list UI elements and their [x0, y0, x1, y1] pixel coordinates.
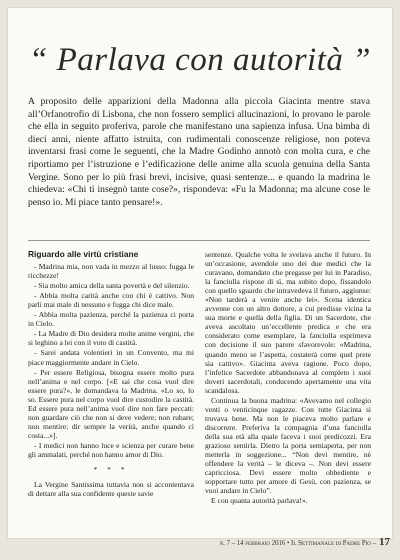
article-title: “ Parlava con autorità ”	[28, 42, 372, 78]
saying-paragraph: - La Madre di Dio desidera molte anime vergini, che si leghino a lei con il voto di castità.	[28, 329, 194, 348]
saying-paragraph: - Abbia molta carità anche con chi è cattivo. Non parli mai male di nessuno e fugga chi dice male.	[28, 291, 194, 310]
page-footer	[0, 536, 390, 548]
left-column	[28, 250, 194, 499]
saying-paragraph: - Abbia molta pazienza, perché la pazienza ci porta in Cielo.	[28, 310, 194, 329]
saying-paragraph: - I medici non hanno luce e scienza per curare bene gli ammalati, perché non hanno amor di Dio.	[28, 440, 194, 459]
section-subheading: Riguardo alle virtù cristiane	[28, 249, 139, 259]
section-divider	[28, 240, 370, 241]
saying-paragraph: - Madrina mia, non vada in mezzo al lusso: fugga le ricchezze!	[28, 262, 194, 281]
closing-paragraph: La Vergine Santissima tuttavia non si accontentava di dettare alla sua confidente queste savie	[28, 480, 194, 499]
page-number: 17	[379, 536, 390, 548]
right-column	[205, 250, 371, 506]
body-paragraph: sentenze. Qualche volta le svelava anche il futuro. In un’occasione, avendole uno dei due medici che la curavano, domandato che pregasse per lui in Paradiso, la fanciulla rispose di sì, ma subito dopo, fissandolo con quello sguardo che intravedeva il futuro, aggiunse: «Non tarderà a venire anche lei». Scena identica avvenne con un altro dottore, a cui predisse vicina la sua morte e quella della figlia. Di un Sacerdote, che aveva ascoltato un’eccellente predica e che era considerato come esemplare, la fanciulla esprimeva con decisione il suo parere sfavorevole: «Madrina, quando meno se l’aspetta, costaterà come quel prete sia cattivo». Giacinta aveva ragione. Poco dopo, l’infelice Sacerdote abbandonava al completo i suoi doveri sacerdotali, conducendo apertamente una vita scandalosa.	[205, 250, 371, 395]
body-paragraph: E con quanta autorità parlava!».	[211, 496, 308, 506]
article-intro: A proposito delle apparizioni della Madonna alla piccola Giacinta mentre stava all’Orfanotrofio di Lisbona, che non fossero semplici allucinazioni, lo provano le parole che ella in seguito proferiva, parole che manifestano una sapienza infusa. Una bimba di dieci anni, niente affatto istruita, con rudimentali conoscenze religiose, non poteva inventarsi frasi come le seguenti, che la Madre Godinho annotò con molta cura, e che riportiamo per l’istruzione e l’edificazione delle anime alla scuola genuina della Santa Vergine. Sono per lo più frasi brevi, incisive, quasi sentenze... e quando la madrina le chiedeva: «Chi ti insegnò tante cose?», rispondeva: «Fu la Madonna; ma alcune cose le penso io. Mi piace tanto pensare!».	[28, 96, 370, 208]
section-separator: * * *	[93, 465, 129, 475]
footer-issue-text: n. 7 – 14 febbraio 2016 • Il Settimanale di Padre Pio –	[219, 540, 376, 547]
body-paragraph: Continua la buona madrina: «Avevamo nel collegio venti o venticinque ragazze. Con tutte Giacinta si trovava bene. Ma non le piaceva molto parlare e discorrere. Preferiva la compagnia d’una fanciulla della sua età alla quale faceva i suoi predicozzi. Era grazioso sentirla. Dietro la porta semiaperta, per non metterla in soggezione... “Non devi mentire, nè offendere la verità – le diceva –. Non devi essere capricciosa. Devi essere molto obbediente e sopportare tutto per amore di Gesù, con pazienza, se vuoi andare in Cielo”.	[205, 395, 371, 496]
saying-paragraph: - Sarei andata volentieri in un Convento, ma mi piace maggiormente andare in Cielo.	[28, 348, 194, 367]
saying-paragraph: - Per essere Religiosa, bisogna essere molto pura nell’anima e nel corpo. [«E sai che cosa vuol dire essere pura?», le domandava la Madrina. «Lo so, lo so. Essere pura nel corpo vuol dire custodire la castità. Ed essere pura nell’anima vuol dire non fare peccati: non guardare ciò che non si deve vedere; non rubare; non mentire; dir sempre la verità, anche quando ci costa...»].	[28, 367, 194, 440]
saying-paragraph: - Sia molto amica della santa povertà e del silenzio.	[34, 281, 190, 291]
